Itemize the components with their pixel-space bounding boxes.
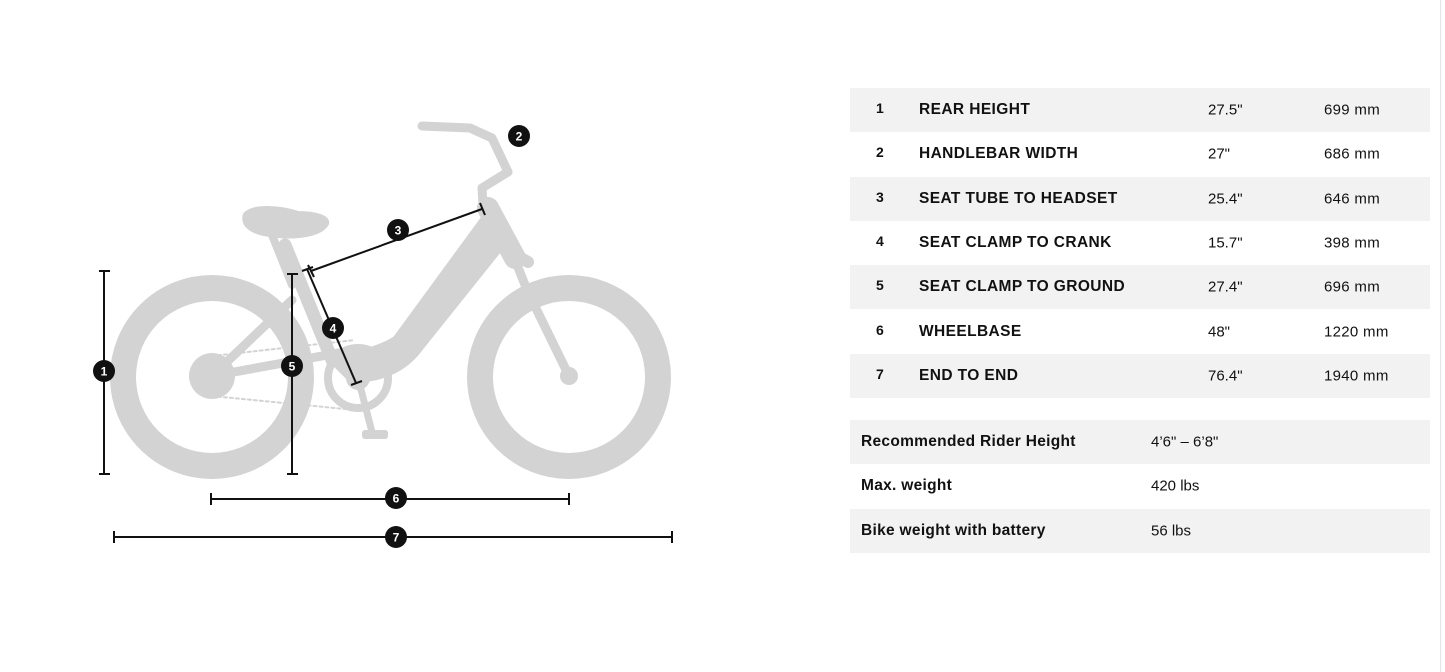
specs-table <box>850 420 1430 553</box>
row-mm: 646 mm <box>1324 190 1380 208</box>
spec-value: 56 lbs <box>1151 522 1192 540</box>
marker-badge-3 <box>387 219 409 241</box>
spec-label: Recommended Rider Height <box>861 433 1076 451</box>
marker-badge-7 <box>385 526 407 548</box>
spec-value: 420 lbs <box>1151 477 1200 495</box>
spec-label: Bike weight with battery <box>861 521 1046 539</box>
row-mm: 686 mm <box>1324 145 1380 163</box>
svg-text:3: 3 <box>394 223 402 238</box>
marker-badge-2 <box>508 125 530 147</box>
row-inches: 27.5" <box>1208 101 1243 119</box>
row-mm: 1220 mm <box>1324 323 1389 341</box>
row-number: 2 <box>876 144 884 161</box>
row-mm: 699 mm <box>1324 101 1380 119</box>
row-inches: 27.4" <box>1208 278 1243 296</box>
row-number: 6 <box>876 321 884 338</box>
row-number: 4 <box>876 233 884 250</box>
row-mm: 398 mm <box>1324 234 1380 252</box>
table-row <box>850 88 1430 132</box>
row-label: HANDLEBAR WIDTH <box>919 145 1079 163</box>
row-label: SEAT CLAMP TO GROUND <box>919 278 1126 296</box>
table-row <box>850 354 1430 398</box>
row-label: REAR HEIGHT <box>919 101 1031 119</box>
svg-text:1: 1 <box>100 364 108 379</box>
row-mm: 1940 mm <box>1324 367 1389 385</box>
row-number: 1 <box>876 100 884 117</box>
saddle <box>243 207 328 238</box>
row-label: SEAT TUBE TO HEADSET <box>919 189 1118 207</box>
table-row <box>850 132 1430 176</box>
table-row <box>850 420 1430 464</box>
table-row <box>850 177 1430 221</box>
pedal <box>362 430 388 439</box>
svg-text:5: 5 <box>288 359 296 374</box>
table-row <box>850 265 1430 309</box>
row-number: 3 <box>876 188 884 205</box>
svg-text:6: 6 <box>392 491 400 506</box>
row-inches: 25.4" <box>1208 190 1243 208</box>
row-label: END TO END <box>919 366 1019 384</box>
svg-text:4: 4 <box>329 321 337 336</box>
page-edge-divider <box>1440 0 1441 672</box>
row-inches: 76.4" <box>1208 367 1243 385</box>
table-row <box>850 509 1430 553</box>
row-inches: 27" <box>1208 145 1231 163</box>
marker-badge-6 <box>385 487 407 509</box>
table-row <box>850 464 1430 508</box>
handlebar <box>422 126 508 172</box>
row-number: 7 <box>876 365 884 382</box>
marker-badge-4 <box>322 317 344 339</box>
spec-value: 4’6" – 6’8" <box>1151 433 1219 451</box>
table-row <box>850 309 1430 353</box>
row-mm: 696 mm <box>1324 278 1380 296</box>
row-inches: 48" <box>1208 323 1231 341</box>
spec-label: Max. weight <box>861 477 953 495</box>
geometry-table <box>850 88 1430 398</box>
row-number: 5 <box>876 277 884 294</box>
table-row <box>850 221 1430 265</box>
bike-silhouette <box>123 126 658 466</box>
svg-text:2: 2 <box>515 129 523 144</box>
marker-badge-1 <box>93 360 115 382</box>
row-label: WHEELBASE <box>919 322 1022 340</box>
row-inches: 15.7" <box>1208 234 1243 252</box>
svg-text:7: 7 <box>392 530 400 545</box>
marker-badge-5 <box>281 355 303 377</box>
row-label: SEAT CLAMP TO CRANK <box>919 234 1112 252</box>
